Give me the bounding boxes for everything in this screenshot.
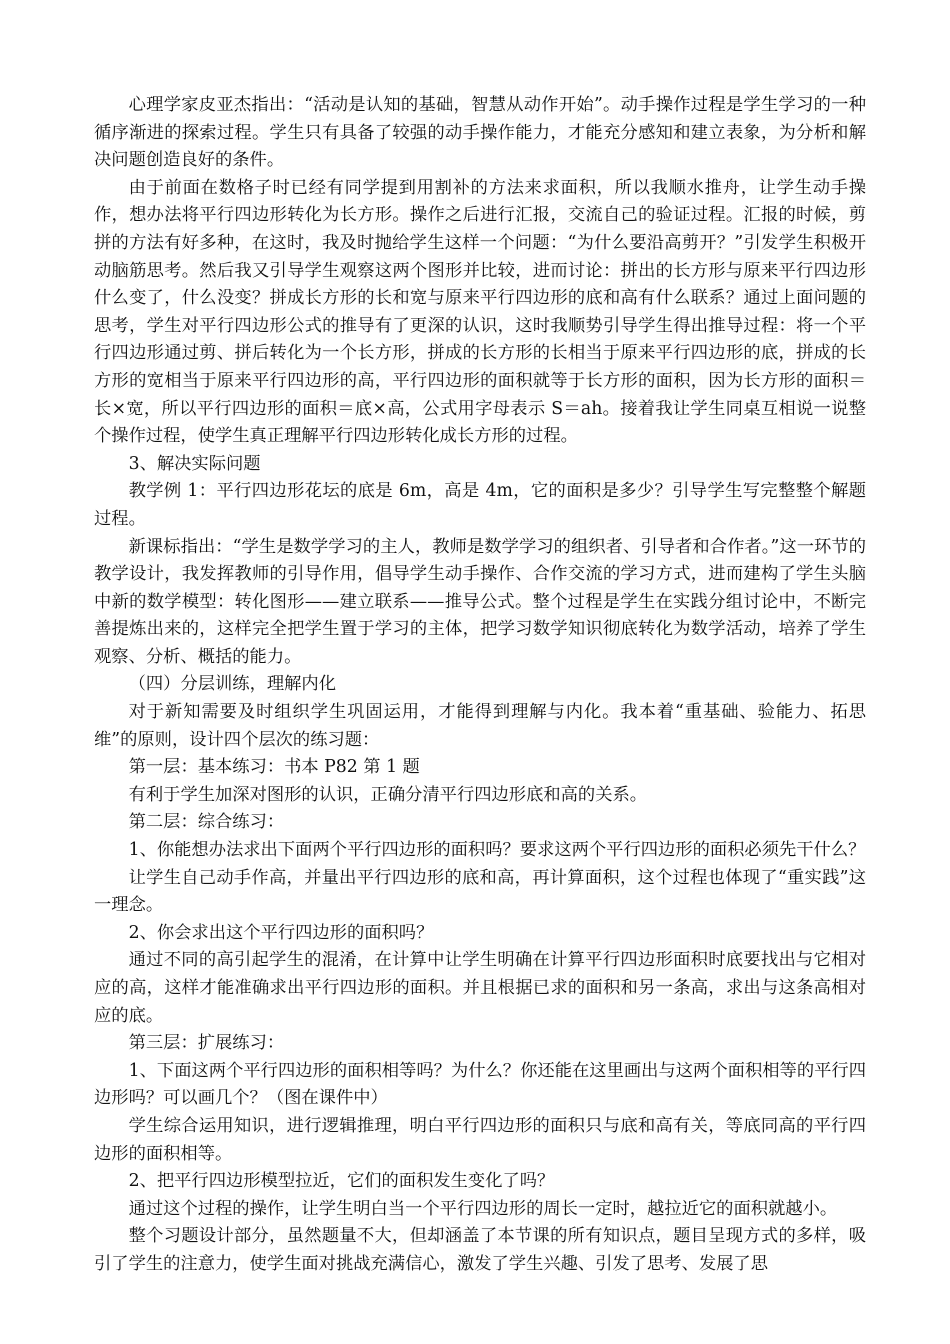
paragraph-level-2-q1: 1、你能想办法求出下面两个平行四边形的面积吗？要求这两个平行四边形的面积必须先干什么？ — [128, 840, 866, 861]
paragraph-level-2-q2: 2、你会求出这个平行四边形的面积吗？ — [128, 922, 434, 943]
paragraph-level-1-note: 有利于学生加深对图形的认识，正确分清平行四边形底和高的关系。 — [128, 784, 648, 805]
paragraph-summary: 整个习题设计部分，虽然题量不大，但却涵盖了本节课的所有知识点，题目呈现方式的多样，吸引了学生的注意力，使学生面对挑战充满信心，激发了学生兴趣、引发了思考、发展了思 — [94, 1226, 866, 1274]
paragraph-example-1: 教学例 1：平行四边形花坛的底是 6m，高是 4m，它的面积是多少？引导学生写完整整个解题过程。 — [94, 481, 866, 529]
paragraph-cut-and-paste: 由于前面在数格子时已经有同学提到用割补的方法来求面积，所以我顺水推舟，让学生动手操作，想办法将平行四边形转化为长方形。操作之后进行汇报，交流自己的验证过程。汇报的时候，剪拼的方法有好多种，在这时，我及时抛给学生这样一个问题：“为什么要沿高剪开？”引发学生积极开动脑筋思考。然后我又引导学生观察这两个图形并比较，进而讨论：拼出的长方形与原来平行四边形什么变了，什么没变？拼成长方形的长和宽与原来平行四边形的底和高有什么联系？通过上面问题的思考，学生对平行四边形公式的推导有了更深的认识，这时我顺势引导学生得出推导过程：将一个平行四边形通过剪、拼后转化为一个长方形，拼成的长方形的长相当于原来平行四边形的底，拼成的长方形的宽相当于原来平行四边形的高，平行四边形的面积就等于长方形的面积，因为长方形的面积＝长×宽，所以平行四边形的面积＝底×高，公式用字母表示 S＝ah。接着我让学生同桌互相说一说整个操作过程，使学生真正理解平行四边形转化成长方形的过程。 — [94, 177, 866, 447]
paragraph-level-3-q2: 2、把平行四边形模型拉近，它们的面积发生变化了吗？ — [128, 1171, 555, 1192]
paragraph-piaget-quote: 心理学家皮亚杰指出：“活动是认知的基础，智慧从动作开始”。动手操作过程是学生学习的一种循序渐进的探索过程。学生只有具备了较强的动手操作能力，才能充分感知和建立表象，为分析和解决问题创造良好的条件。 — [94, 95, 866, 171]
paragraph-level-1: 第一层：基本练习：书本 P82 第 1 题 — [128, 757, 420, 778]
document-page — [94, 92, 866, 1279]
paragraph-level-3-q1: 1、下面这两个平行四边形的面积相等吗？为什么？你还能在这里画出与这两个面积相等的平行四边形吗？可以画几个？（图在课件中） — [94, 1060, 866, 1109]
paragraph-level-3: 第三层：扩展练习： — [128, 1033, 285, 1054]
paragraph-level-2-q1-note: 让学生自己动手作高，并量出平行四边形的底和高，再计算面积，这个过程也体现了“重实践”这一理念。 — [94, 867, 866, 916]
paragraph-level-3-q2-note: 通过这个过程的操作，让学生明白当一个平行四边形的周长一定时，越拉近它的面积就越小。 — [128, 1198, 838, 1219]
paragraph-level-2-q2-note: 通过不同的高引起学生的混淆，在计算中让学生明确在计算平行四边形面积时底要找出与它相对应的高，这样才能准确求出平行四边形的面积。并且根据已求的面积和另一条高，求出与这条高相对应的底。 — [94, 950, 866, 1026]
section-heading-layered-training: （四）分层训练，理解内化 — [128, 674, 336, 695]
section-heading-practical-problems: 3、解决实际问题 — [128, 453, 261, 474]
paragraph-level-2: 第二层：综合练习： — [128, 812, 285, 833]
paragraph-consolidation: 对于新知需要及时组织学生巩固运用，才能得到理解与内化。我本着“重基础、验能力、拓思维”的原则，设计四个层次的练习题： — [94, 702, 866, 750]
paragraph-curriculum-standard: 新课标指出：“学生是数学学习的主人，教师是数学学习的组织者、引导者和合作者。”这一环节的教学设计，我发挥教师的引导作用，倡导学生动手操作、合作交流的学习方式，进而建构了学生头脑中新的数学模型：转化图形——建立联系——推导公式。整个过程是学生在实践分组讨论中，不断完善提炼出来的，这样完全把学生置于学习的主体，把学习数学知识彻底转化为数学活动，培养了学生观察、分析、概括的能力。 — [94, 536, 866, 667]
paragraph-level-3-q1-note: 学生综合运用知识，进行逻辑推理，明白平行四边形的面积只与底和高有关，等底同高的平行四边形的面积相等。 — [94, 1115, 866, 1164]
